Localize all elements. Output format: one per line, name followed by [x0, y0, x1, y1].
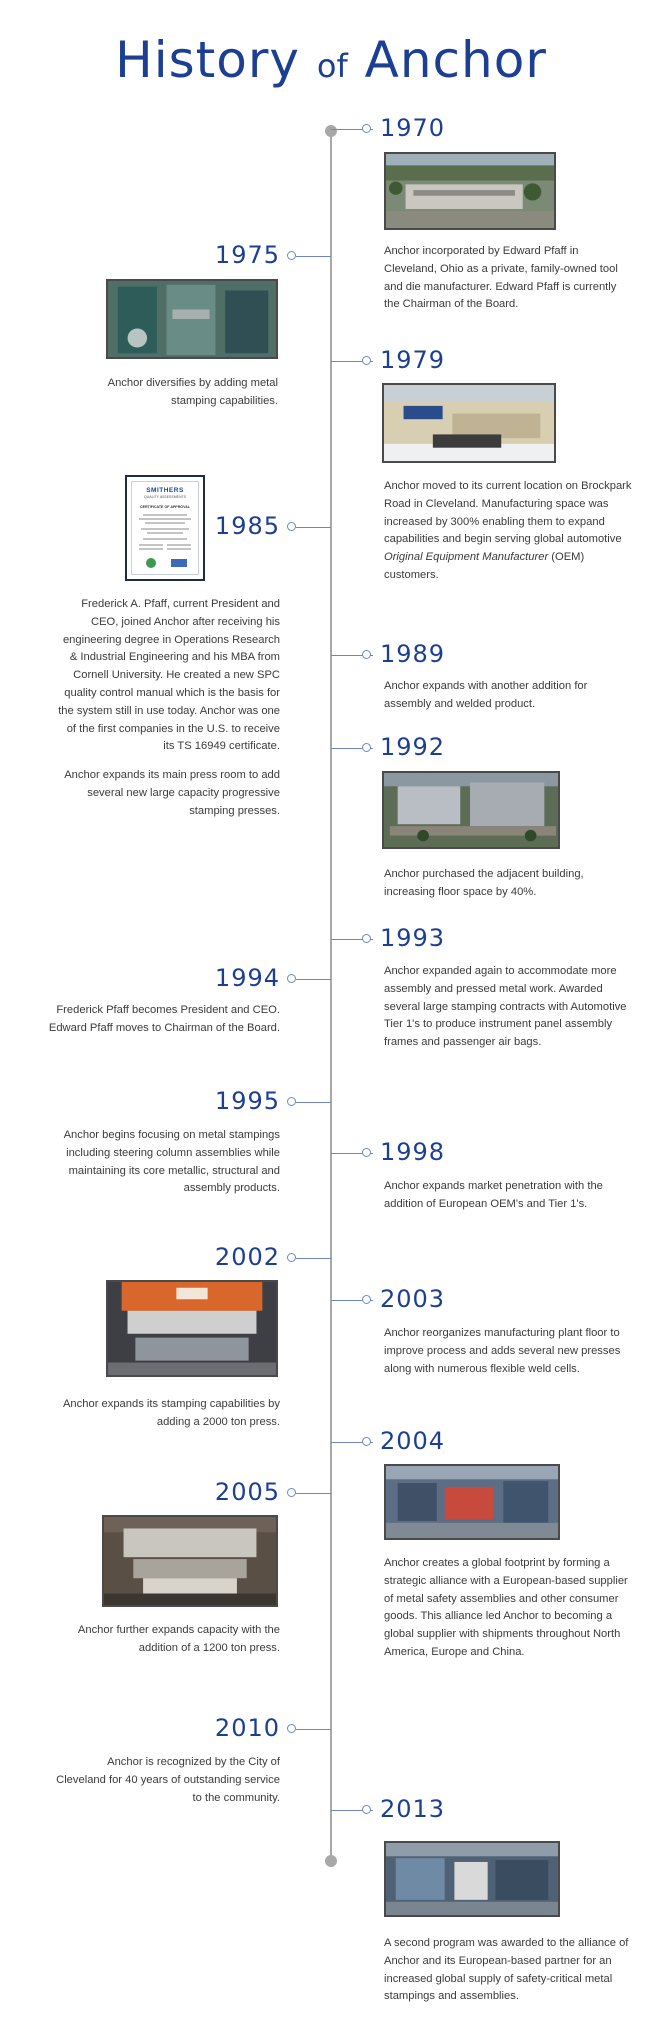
- connector-1994: [296, 979, 331, 980]
- year-2010: 2010: [214, 1714, 280, 1742]
- year-1985: 1985: [214, 512, 280, 540]
- photo-2002-press: [106, 1280, 278, 1377]
- year-1994: 1994: [214, 964, 280, 992]
- photo-2004-plant-floor: [384, 1464, 560, 1540]
- connector-1985: [296, 527, 331, 528]
- marker-1992: [362, 743, 371, 752]
- cert-heading: CERTIFICATE OF APPROVAL: [139, 505, 191, 509]
- photo-2013-assembly: [384, 1841, 560, 1917]
- marker-1979: [362, 356, 371, 365]
- text-2003: Anchor reorganizes manufacturing plant floor to improve process and adds several new presses along with numerous flexible weld cells.: [384, 1327, 621, 1375]
- marker-1989: [362, 650, 371, 659]
- year-1989: 1989: [380, 640, 446, 668]
- cert-brand: SMITHERS: [146, 487, 184, 494]
- marker-2003: [362, 1295, 371, 1304]
- marker-1985: [287, 522, 296, 531]
- marker-1970: [362, 124, 371, 133]
- year-1998: 1998: [380, 1138, 446, 1166]
- timeline-start-dot: [325, 125, 337, 137]
- text-1989: Anchor expands with another addition for assembly and welded product.: [384, 680, 588, 710]
- text-2004: Anchor creates a global footprint by forming a strategic alliance with a European-based supplier of metal safety assemblies and other consumer goods. This alliance led Anchor to becoming a global supplier with shipments throughout North America, Europe and China.: [384, 1557, 628, 1658]
- text-1970: Anchor incorporated by Edward Pfaff in Cleveland, Ohio as a private, family-owned tool and die manufacturer. Edward Pfaff is currently the Chairman of the Board.: [384, 245, 618, 311]
- title-word-anchor: Anchor: [364, 31, 547, 89]
- marker-1994: [287, 974, 296, 983]
- text-1979: Anchor moved to its current location on Brockpark Road in Cleveland. Manufacturing space was increased by 300% enabling them to expand capabilities and begin serving global automotive Original Equipment Manufacturer (OEM) customers.: [384, 480, 632, 581]
- year-1992: 1992: [380, 733, 446, 761]
- title-word-of: of: [316, 47, 348, 85]
- timeline-end-dot: [325, 1855, 337, 1867]
- year-1975: 1975: [214, 241, 280, 269]
- text-1985-press-room: Anchor expands its main press room to add several new large capacity progressive stamping presses.: [64, 769, 280, 817]
- timeline-line: [330, 130, 332, 1860]
- marker-1998: [362, 1148, 371, 1157]
- marker-2005: [287, 1488, 296, 1497]
- photo-2005-press: [102, 1515, 278, 1607]
- marker-2004: [362, 1437, 371, 1446]
- connector-1995: [296, 1102, 331, 1103]
- text-1992: Anchor purchased the adjacent building, increasing floor space by 40%.: [384, 868, 584, 898]
- marker-1995: [287, 1097, 296, 1106]
- text-2002: Anchor expands its stamping capabilities by adding a 2000 ton press.: [62, 1398, 280, 1428]
- page-title: [0, 30, 662, 96]
- cert-sub: QUALITY ASSESSMENTS: [144, 495, 186, 499]
- photo-1975-press: [106, 279, 278, 359]
- text-1985: Frederick A. Pfaff, current President and CEO, joined Anchor after receiving his engineering degree in Operations Research & Industrial Engineering and his MBA from Cornell University. He created a new SPC quality control manual which is the basis for the system still in use today. Anchor was one of the first companies in the U.S. to receive its TS 16949 certificate.: [58, 598, 280, 753]
- text-1993: Anchor expanded again to accommodate more assembly and pressed metal work. Awarded several large stamping contracts with Automotive Tier 1's to produce instrument panel assembly frames and passenger air bags.: [384, 965, 627, 1049]
- text-2005: Anchor further expands capacity with the addition of a 1200 ton press.: [77, 1624, 280, 1654]
- connector-1975: [296, 256, 331, 257]
- connector-2002: [296, 1258, 331, 1259]
- text-2010: Anchor is recognized by the City of Cleveland for 40 years of outstanding service to the community.: [56, 1756, 280, 1804]
- year-2004: 2004: [380, 1427, 446, 1455]
- connector-2005: [296, 1493, 331, 1494]
- text-2013: A second program was awarded to the alliance of Anchor and its European-based partner for an increased global supply of safety-critical metal stampings and assemblies.: [384, 1937, 629, 2003]
- year-2002: 2002: [214, 1243, 280, 1271]
- cert-lines: [137, 511, 193, 573]
- text-1975: Anchor diversifies by adding metal stamping capabilities.: [107, 377, 278, 407]
- photo-1970-plant: [384, 152, 556, 230]
- text-1994: Frederick Pfaff becomes President and CEO. Edward Pfaff moves to Chairman of the Board.: [48, 1004, 280, 1034]
- title-word-history: History: [115, 31, 300, 89]
- year-2003: 2003: [380, 1285, 446, 1313]
- marker-2010: [287, 1724, 296, 1733]
- year-1995: 1995: [214, 1087, 280, 1115]
- connector-2010: [296, 1729, 331, 1730]
- year-2005: 2005: [214, 1478, 280, 1506]
- year-1979: 1979: [380, 346, 446, 374]
- text-1995: Anchor begins focusing on metal stampings including steering column assemblies while maintaining its core metallic, structural and assembly products.: [63, 1129, 280, 1195]
- year-1970: 1970: [380, 114, 446, 142]
- marker-1993: [362, 934, 371, 943]
- marker-2002: [287, 1253, 296, 1262]
- photo-1979-building: [382, 383, 556, 463]
- certificate-image: [125, 475, 205, 581]
- text-1998: Anchor expands market penetration with the addition of European OEM's and Tier 1's.: [384, 1180, 603, 1210]
- year-2013: 2013: [380, 1795, 446, 1823]
- marker-2013: [362, 1805, 371, 1814]
- marker-1975: [287, 251, 296, 260]
- photo-1992-aerial: [382, 771, 560, 849]
- year-1993: 1993: [380, 924, 446, 952]
